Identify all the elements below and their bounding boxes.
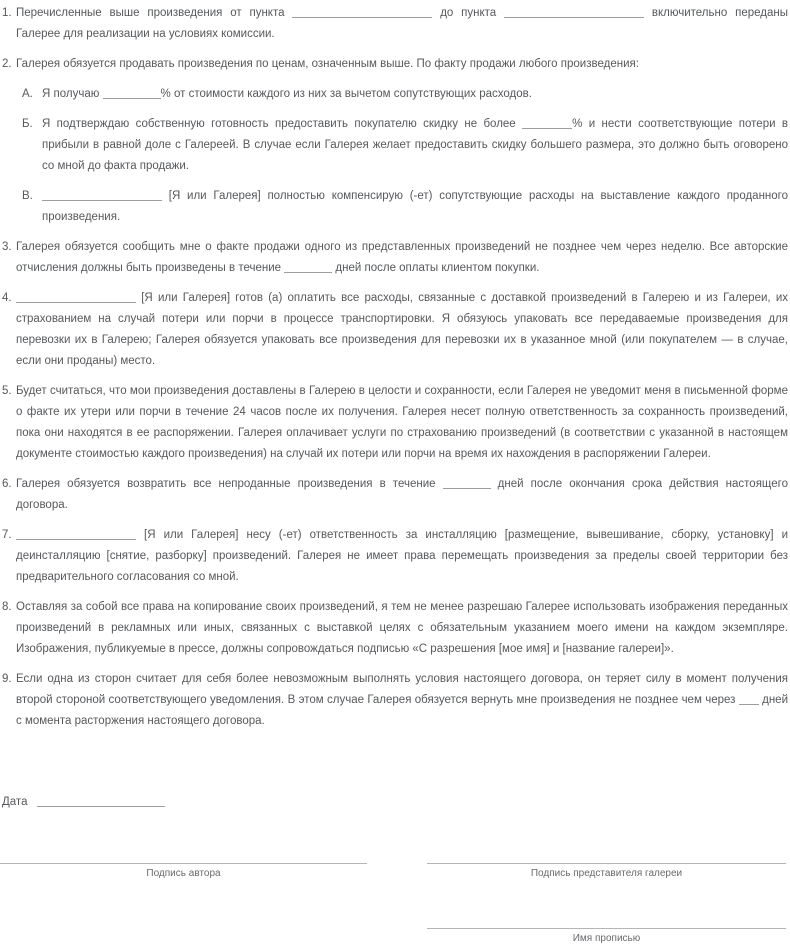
clause-3	[2, 237, 788, 279]
clause-2b	[22, 114, 788, 177]
clause-text: Если одна из сторон считает для себя более невозможным выполнять условия настоящего договора, он теряет силу в момент получения второй стороной соответствующего уведомления. В этом случае Галерея обязуется вернуть мне произведения не позднее чем через дней с момента расторжения настоящего договора.	[16, 673, 788, 727]
date-row	[2, 792, 165, 813]
clause-number: 8.	[2, 601, 12, 613]
fill-in-blank-field[interactable]	[504, 5, 644, 18]
author-signature-line[interactable]	[0, 863, 367, 864]
clause-text: [Я или Галерея] готов (а) оплатить все расходы, связанные с доставкой произведений в Галерею и из Галереи, их страхованием на случай потери или порчи в процессе транспортировки. Я обязуюсь упаковать все передаваемые произведения для перевозки их в Галерею; Галерея обязуется упаковать все произведения для перевозки их в указанное мной (или покупателем — в случае, если они проданы) место.	[16, 292, 788, 367]
clause-9	[2, 669, 788, 732]
clause-2	[2, 54, 788, 75]
clause-number: А.	[22, 88, 33, 100]
clause-7	[2, 525, 788, 588]
fill-in-blank-field[interactable]	[42, 188, 162, 201]
clause-number: Б.	[22, 118, 33, 130]
fill-in-blank-field[interactable]	[16, 290, 136, 303]
clause-list	[2, 3, 788, 732]
clause-number: В.	[22, 190, 33, 202]
fill-in-blank-field[interactable]	[292, 5, 432, 18]
clause-text: Галерея обязуется продавать произведения по ценам, означенным выше. По факту продажи любого произведения:	[16, 58, 639, 70]
clause-text: Будет считаться, что мои произведения доставлены в Галерею в целости и сохранности, если Галерея не уведомит меня в письменной форме о факте их утери или порчи в течение 24 часов после их получения. Галерея несет полную ответственность за сохранность произведений, пока они находятся в ее распоряжении. Галерея оплачивает услуги по страхованию произведений (в соответствии с указанной в настоящем документе стоимостью каждого произведения) на случай их потери или порчи на время их нахождения в распоряжении Галереи.	[16, 385, 788, 460]
clause-text: Оставляя за собой все права на копирование своих произведений, я тем не менее разрешаю Галерее использовать изображения переданных произведений в рекламных или иных, связанных с выставкой целях с обязательным указанием моего имени на каждом экземпляре. Изображения, публикуемые в прессе, должны сопровождаться подписью «С разрешения [мое имя] и [название галереи]».	[16, 601, 788, 655]
clause-text: Я получаю % от стоимости каждого из них за вычетом сопутствующих расходов.	[42, 88, 532, 100]
clause-number: 1.	[2, 7, 12, 19]
fill-in-blank-field[interactable]	[443, 476, 491, 489]
clause-8	[2, 597, 788, 660]
clause-2v	[22, 186, 788, 228]
fill-in-blank-field[interactable]	[739, 692, 759, 705]
fill-in-blank-field[interactable]	[16, 527, 136, 540]
printed-name-caption: Имя прописью	[572, 933, 641, 944]
date-blank-field[interactable]	[37, 794, 165, 807]
gallery-representative-signature-caption: Подпись представителя галереи	[530, 868, 683, 879]
fill-in-blank-field[interactable]	[284, 260, 332, 273]
clause-2a	[22, 84, 788, 105]
author-signature-caption: Подпись автора	[146, 868, 221, 879]
clause-text: Перечисленные выше произведения от пункта до пункта включительно переданы Галерее для реализации на условиях комиссии.	[16, 7, 788, 40]
clause-text: Я подтверждаю собственную готовность предоставить покупателю скидку не более % и нести соответствующие потери в прибыли в равной доле с Галереей. В случае если Галерея желает предоставить скидку большего размера, это должно быть оговорено со мной до факта продажи.	[42, 118, 789, 172]
clause-text: Галерея обязуется возвратить все непроданные произведения в течение дней после окончания срока действия настоящего договора.	[16, 478, 788, 511]
clause-text: [Я или Галерея] несу (-ет) ответственность за инсталляцию [размещение, вывешивание, сборку, установку] и деинсталляцию [снятие, разборку] произведений. Галерея не имеет права перемещать произведения за пределы своей территории без предварительного согласования со мной.	[16, 529, 788, 583]
gallery-representative-signature-line[interactable]	[427, 863, 786, 864]
date-label: Дата	[2, 796, 28, 808]
clause-number: 9.	[2, 673, 12, 685]
clause-number: 5.	[2, 385, 12, 397]
printed-name-line[interactable]	[427, 928, 786, 929]
clause-text: Галерея обязуется сообщить мне о факте продажи одного из представленных произведений не позднее чем через неделю. Все авторские отчисления должны быть произведены в течение дней после оплаты клиентом покупки.	[16, 241, 788, 274]
clause-number: 4.	[2, 292, 12, 304]
fill-in-blank-field[interactable]	[103, 86, 161, 99]
clause-text: [Я или Галерея] полностью компенсирую (-ет) сопутствующие расходы на выставление каждого проданного произведения.	[42, 190, 788, 223]
clause-number: 7.	[2, 529, 12, 541]
clause-number: 3.	[2, 241, 12, 253]
clause-number: 2.	[2, 58, 12, 70]
clause-4	[2, 288, 788, 372]
clause-number: 6.	[2, 478, 12, 490]
clause-5	[2, 381, 788, 465]
clause-6	[2, 474, 788, 516]
fill-in-blank-field[interactable]	[522, 116, 572, 129]
clause-1	[2, 3, 788, 45]
